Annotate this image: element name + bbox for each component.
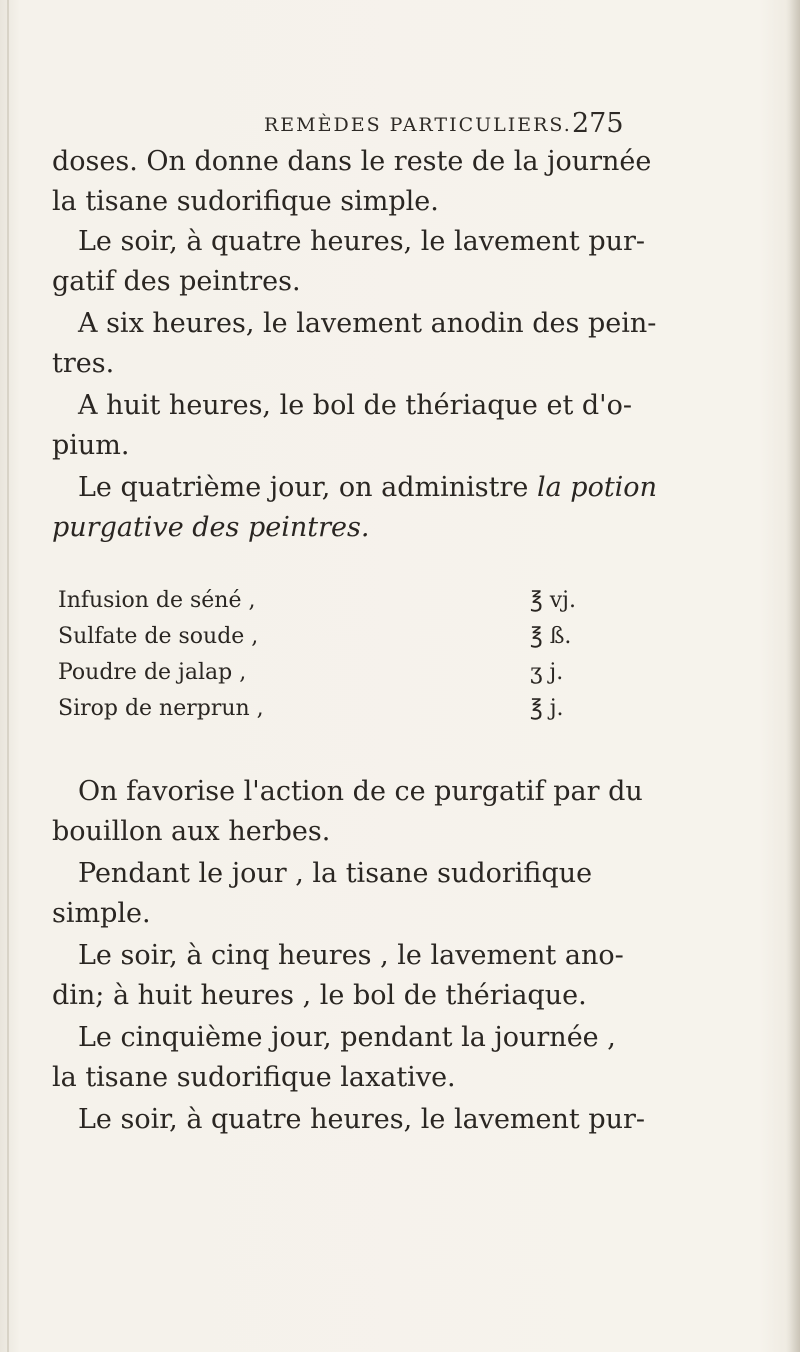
text-line: Pendant le jour , la tisane sudorifique	[78, 858, 593, 889]
ingredient-quantity: ʒ j.	[530, 660, 564, 685]
text-line: la tisane sudorifique simple.	[52, 186, 439, 217]
ingredient-quantity: ℥ j.	[530, 696, 564, 721]
text-line: On favorise l'action de ce purgatif par du	[78, 776, 643, 807]
potion-intro-second-line: purgative des peintres.	[52, 512, 370, 543]
recipe-item	[58, 655, 618, 691]
recipe-item	[58, 619, 618, 655]
potion-intro-line	[52, 468, 657, 508]
text-line: A six heures, le lavement anodin des pein-	[78, 308, 657, 339]
text-line: pium.	[52, 430, 130, 461]
text-line: doses. On donne dans le reste de la journée	[52, 146, 652, 177]
text-line: Le cinquième jour, pendant la journée ,	[78, 1022, 616, 1053]
ingredient-name: Poudre de jalap ,	[58, 660, 247, 685]
page-edge-shadow	[786, 0, 800, 1352]
page-number: 275	[572, 108, 624, 139]
ingredient-name: Sirop de nerprun ,	[58, 696, 264, 721]
ingredient-name: Sulfate de soude ,	[58, 624, 259, 649]
recipe-item	[58, 691, 618, 727]
text-line: Le soir, à quatre heures, le lavement pur-	[78, 226, 646, 257]
ingredient-name: Infusion de séné ,	[58, 588, 256, 613]
ingredient-quantity: ℥ vj.	[530, 588, 576, 613]
potion-intro-italic: la potion	[536, 472, 657, 503]
potion-intro-prefix: Le quatrième jour, on administre	[78, 472, 537, 503]
text-line: la tisane sudorifique laxative.	[52, 1062, 456, 1093]
text-line: tres.	[52, 348, 115, 379]
recipe-item	[58, 583, 618, 619]
text-line: Le soir, à cinq heures , le lavement ano-	[78, 940, 624, 971]
text-line: din; à huit heures , le bol de thériaque.	[52, 980, 587, 1011]
text-line: A huit heures, le bol de thériaque et d'o-	[78, 390, 632, 421]
text-line: Le soir, à quatre heures, le lavement pur-	[78, 1104, 646, 1135]
text-line: simple.	[52, 898, 151, 929]
running-head: REMÈDES PARTICULIERS.	[264, 114, 572, 136]
text-line: bouillon aux herbes.	[52, 816, 331, 847]
text-line: gatif des peintres.	[52, 266, 301, 297]
ingredient-quantity: ℥ ß.	[530, 624, 572, 649]
binding-gutter	[7, 0, 9, 1352]
